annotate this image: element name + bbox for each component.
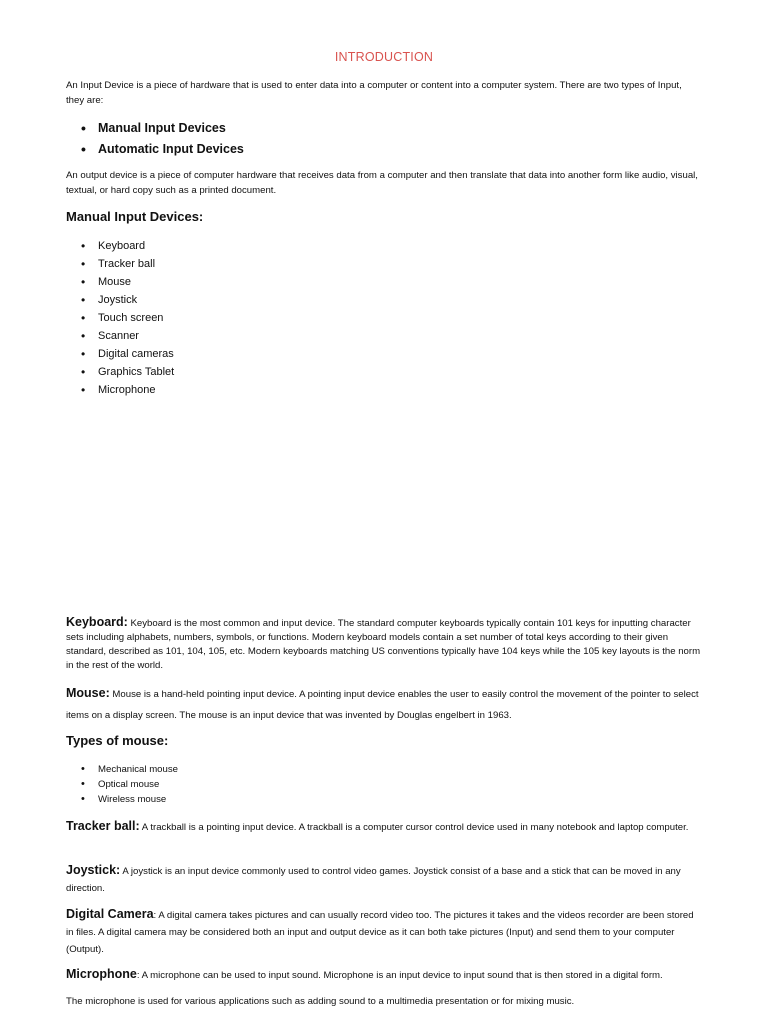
digital-camera-description: : A digital camera takes pictures and can usually record video too. The pictures it takes and the videos recorder are been stored in files. A digital camera may be considered both an input and output device as it can both take pictures (Input) and send them to your computer (Output). (66, 910, 694, 955)
list-item: • Microphone (66, 381, 174, 399)
list-item: • Graphics Tablet (66, 363, 174, 381)
mouse-types-heading: Types of mouse: (66, 733, 169, 748)
joystick-section (66, 862, 701, 897)
manual-devices-list (66, 237, 174, 399)
tracker-ball-term: Tracker ball: (66, 819, 140, 833)
keyboard-term: Keyboard: (66, 615, 128, 629)
list-item: • Manual Input Devices (66, 118, 244, 139)
list-item: • Joystick (66, 291, 174, 309)
mouse-section (66, 683, 701, 726)
mouse-description: Mouse is a hand-held pointing input device. A pointing input device enables the user to easily control the movement of the pointer to select items on a display screen. The mouse is an input device that was invented by Douglas engelbert in 1963. (66, 689, 699, 721)
mouse-term: Mouse: (66, 686, 110, 700)
joystick-term: Joystick: (66, 863, 121, 877)
list-item: • Scanner (66, 327, 174, 345)
list-item: • Mouse (66, 273, 174, 291)
list-item: • Tracker ball (66, 255, 174, 273)
keyboard-section (66, 615, 701, 673)
list-item: • Wireless mouse (66, 792, 178, 807)
mouse-types-list (66, 762, 178, 807)
microphone-description: : A microphone can be used to input sound. Microphone is an input device to input sound that is then stored in a digital form. (136, 970, 663, 981)
keyboard-description: Keyboard is the most common and input device. The standard computer keyboards typically contain 101 keys for inputting character sets including alphabets, numbers, symbols, or functions. Modern keyboard models contain a set number of total keys according to their given standard, described as 101, 104, 105, etc. Modern keyboards matching US conventions typically have 104 keys while the 105 key layouts is the norm in the rest of the world. (66, 618, 701, 671)
digital-camera-term: Digital Camera (66, 907, 154, 921)
digital-camera-section (66, 906, 701, 958)
manual-devices-heading: Manual Input Devices: (66, 209, 204, 224)
tracker-ball-section (66, 818, 701, 836)
list-item: • Keyboard (66, 237, 174, 255)
list-item: • Optical mouse (66, 777, 178, 792)
joystick-description: A joystick is an input device commonly used to control video games. Joystick consist of a base and a stick that can be moved in any direction. (66, 866, 681, 894)
microphone-section (66, 966, 701, 984)
output-paragraph: An output device is a piece of computer hardware that receives data from a computer and then translate that data into another form like audio, visual, textual, or hard copy such as a printed document. (66, 170, 698, 196)
list-item: • Automatic Input Devices (66, 139, 244, 160)
tracker-ball-description: A trackball is a pointing input device. A trackball is a computer cursor control device used in many notebook and laptop computer. (141, 822, 689, 833)
list-item: • Touch screen (66, 309, 174, 327)
list-item: • Digital cameras (66, 345, 174, 363)
intro-paragraph: An Input Device is a piece of hardware that is used to enter data into a computer or content into a computer system. There are two types of Input, they are: (66, 80, 682, 106)
document-title: INTRODUCTION (334, 50, 434, 64)
microphone-term: Microphone (66, 967, 137, 981)
list-item: • Mechanical mouse (66, 762, 178, 777)
input-types-list (66, 118, 244, 159)
final-paragraph: The microphone is used for various applications such as adding sound to a multimedia presentation or for mixing music. (66, 996, 575, 1007)
